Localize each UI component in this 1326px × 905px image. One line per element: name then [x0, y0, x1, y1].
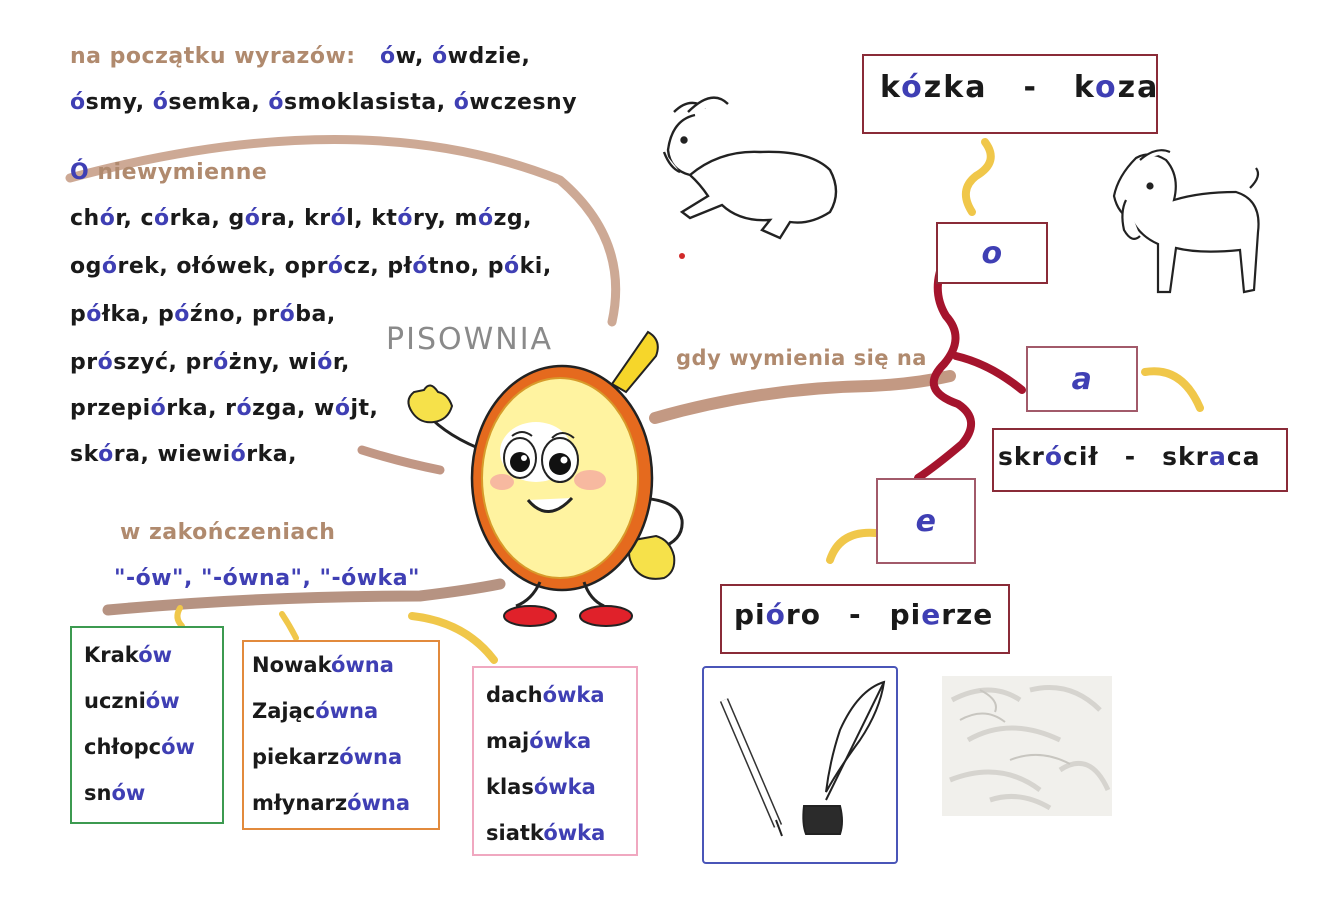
list-item: [84, 770, 222, 816]
highlighted-letters: ó: [268, 90, 284, 115]
highlighted-letters: ó: [397, 206, 414, 231]
highlighted-letters: ówna: [339, 745, 403, 769]
list-item: [84, 724, 222, 770]
pair-e-dash: -: [848, 598, 862, 631]
unchangeable-line-6: [70, 442, 297, 467]
highlighted-letters: ó: [412, 254, 428, 279]
text-segment: semka,: [168, 90, 269, 115]
highlighted-letters: a: [1208, 442, 1227, 471]
highlighted-letters: ówna: [330, 653, 394, 677]
highlighted-letters: ó: [379, 44, 396, 69]
branch-right: [655, 376, 950, 418]
text-segment: Krak: [84, 643, 139, 667]
highlighted-letters: e: [921, 598, 942, 631]
branch-red-a: [956, 356, 1022, 390]
highlighted-letters: ó: [244, 206, 261, 231]
text-segment: ry, m: [413, 206, 478, 231]
highlighted-letters: ó: [504, 254, 520, 279]
text-segment: Nowak: [252, 653, 331, 677]
highlighted-letters: ówna: [347, 791, 411, 815]
pair-e: [722, 586, 1008, 631]
text-segment: klas: [486, 775, 534, 799]
text-segment: młynarz: [252, 791, 348, 815]
highlighted-letters: ów: [138, 643, 173, 667]
branch-middle-left: [362, 450, 440, 470]
text-segment: ca: [1226, 442, 1261, 471]
pair-o-word-1: [880, 70, 987, 105]
text-segment: zga, w: [252, 396, 335, 421]
highlighted-letters: ów: [145, 689, 180, 713]
text-segment: źno, pr: [189, 302, 280, 327]
standing-goat-icon: [1114, 150, 1259, 292]
text-segment: tno, p: [427, 254, 505, 279]
letter-e-box: [876, 478, 976, 564]
list-item: [252, 688, 438, 734]
highlighted-letters: ó: [334, 396, 351, 421]
highlighted-letters: ó: [901, 70, 924, 105]
list-item: [84, 678, 222, 724]
initial-rule-line2: [70, 90, 577, 115]
pair-e-word-1: [734, 598, 821, 631]
unchangeable-heading-letter: Ó: [70, 160, 90, 185]
word-list: [252, 642, 438, 826]
text-segment: sn: [84, 781, 112, 805]
highlighted-letters: ówka: [542, 683, 605, 707]
text-segment: r,: [332, 350, 350, 375]
text-segment: maj: [486, 729, 530, 753]
highlighted-letters: ów: [111, 781, 146, 805]
highlighted-letters: ó: [432, 44, 448, 69]
text-segment: Zając: [252, 699, 316, 723]
stub-a: [1145, 371, 1200, 408]
stub-e: [830, 533, 876, 560]
text-segment: og: [70, 254, 102, 279]
list-item: [486, 810, 636, 856]
text-segment: w: [395, 44, 415, 69]
text-segment: ra, kr: [260, 206, 331, 231]
text-segment: rek, ołówek, opr: [117, 254, 328, 279]
list-item: [252, 642, 438, 688]
list-item: [252, 780, 438, 826]
highlighted-letters: ó: [213, 350, 229, 375]
text-segment: ra, wiewi: [113, 442, 231, 467]
text-segment: skr: [1162, 442, 1209, 471]
stub-group1: [177, 608, 182, 626]
text-segment: zg,: [493, 206, 533, 231]
text-segment: przepi: [70, 396, 151, 421]
pair-a-word-2: [1162, 442, 1260, 471]
highlighted-letters: ó: [174, 302, 190, 327]
text-segment: k: [1073, 70, 1096, 105]
highlighted-letters: ów: [161, 735, 195, 759]
highlighted-letters: ó: [330, 206, 347, 231]
list-item: [486, 672, 636, 718]
pair-a: [994, 430, 1286, 471]
text-segment: p: [70, 302, 87, 327]
highlighted-letters: o: [1095, 70, 1118, 105]
pair-e-word-2: [890, 598, 994, 631]
pair-o-word-2: [1074, 70, 1160, 105]
highlighted-letters: ó: [99, 206, 116, 231]
pair-a-dash: -: [1124, 442, 1137, 471]
text-segment: l, kt: [346, 206, 398, 231]
highlighted-letters: ó: [317, 350, 333, 375]
unchangeable-heading-text: niewymienne: [97, 160, 268, 185]
text-segment: pr: [70, 350, 98, 375]
highlighted-letters: ówka: [533, 775, 596, 799]
stub-top-o: [966, 142, 991, 212]
highlighted-letters: ó: [765, 598, 786, 631]
endings-group-owna: [242, 640, 440, 830]
letter-a-box: [1026, 346, 1138, 412]
letter-o: o: [981, 235, 1003, 271]
pair-e-box: [720, 584, 1010, 654]
pair-o-dash: -: [1023, 70, 1038, 105]
endings-group-ow: [70, 626, 224, 824]
highlighted-letters: ówka: [543, 821, 606, 845]
text-segment: ch: [70, 206, 100, 231]
list-item: [486, 718, 636, 764]
text-segment: szyć, pr: [113, 350, 214, 375]
highlighted-letters: ó: [1044, 442, 1064, 471]
list-item: [486, 764, 636, 810]
text-segment: skr: [998, 442, 1045, 471]
highlighted-letters: ó: [98, 442, 114, 467]
text-segment: ki,: [519, 254, 552, 279]
unchangeable-line-1: [70, 206, 532, 231]
initial-rule-words-1: [380, 44, 530, 69]
text-segment: siatk: [486, 821, 544, 845]
list-item: [252, 734, 438, 780]
unchangeable-heading: [70, 160, 267, 185]
letter-o-box: [936, 222, 1048, 284]
highlighted-letters: ó: [152, 90, 169, 115]
endings-suffixes: "-ów", "-ówna", "-ówka": [114, 566, 420, 591]
text-segment: ro: [785, 598, 821, 631]
jumping-goat-icon: [664, 98, 836, 238]
map-title: PISOWNIA: [386, 322, 554, 357]
highlighted-letters: ó: [70, 90, 86, 115]
text-segment: cz, pł: [343, 254, 413, 279]
letter-e: e: [915, 503, 937, 539]
text-segment: łka, p: [101, 302, 175, 327]
text-segment: rka,: [246, 442, 297, 467]
highlighted-letters: ó: [477, 206, 494, 231]
text-segment: ba,: [295, 302, 336, 327]
unchangeable-line-5: [70, 396, 378, 421]
endings-group-owka: [472, 666, 638, 856]
text-segment: pi: [734, 598, 766, 631]
unchangeable-line-4: [70, 350, 350, 375]
text-segment: za: [1117, 70, 1160, 105]
text-segment: cił: [1063, 442, 1099, 471]
pen-picture-frame: [702, 666, 898, 864]
text-segment: k: [880, 70, 902, 105]
letter-a: a: [1071, 361, 1093, 397]
feathers-photo: [942, 676, 1112, 816]
text-segment: wczesny: [469, 90, 578, 115]
text-segment: piekarz: [252, 745, 340, 769]
highlighted-letters: ówka: [529, 729, 592, 753]
unchangeable-line-3: [70, 302, 336, 327]
text-segment: ,: [414, 44, 433, 69]
text-segment: sk: [70, 442, 99, 467]
text-segment: zka: [923, 70, 988, 105]
word-list: [486, 672, 636, 856]
exchange-heading: gdy wymienia się na: [676, 346, 927, 370]
pair-a-box: [992, 428, 1288, 492]
highlighted-letters: ó: [154, 206, 170, 231]
highlighted-letters: ó: [150, 396, 167, 421]
text-segment: smoklasista,: [283, 90, 454, 115]
text-segment: pi: [889, 598, 922, 631]
highlighted-letters: ó: [230, 442, 247, 467]
text-segment: dach: [486, 683, 543, 707]
highlighted-letters: ó: [101, 254, 118, 279]
list-item: [84, 632, 222, 678]
red-dot: [679, 253, 685, 259]
highlighted-letters: ó: [86, 302, 102, 327]
text-segment: r, c: [115, 206, 155, 231]
pair-o: [864, 56, 1160, 105]
text-segment: uczni: [84, 689, 146, 713]
text-segment: żny, wi: [228, 350, 318, 375]
pair-o-box: [862, 54, 1158, 134]
text-segment: rze: [941, 598, 994, 631]
endings-heading: w zakończeniach: [120, 520, 336, 545]
text-segment: rka, g: [169, 206, 245, 231]
pair-a-word-1: [998, 442, 1099, 471]
highlighted-letters: ó: [279, 302, 296, 327]
highlighted-letters: ó: [453, 90, 470, 115]
highlighted-letters: ó: [97, 350, 114, 375]
stub-group2: [282, 614, 296, 638]
initial-rule-line1: [70, 44, 530, 69]
text-segment: chłopc: [84, 735, 162, 759]
highlighted-letters: ó: [327, 254, 344, 279]
text-segment: smy,: [85, 90, 153, 115]
text-segment: jt,: [350, 396, 379, 421]
cartoon-mascot-icon: [408, 332, 682, 626]
highlighted-letters: ówna: [315, 699, 379, 723]
word-list: [84, 632, 222, 816]
unchangeable-line-2: [70, 254, 552, 279]
text-segment: rka, r: [166, 396, 237, 421]
initial-rule-heading: na początku wyrazów:: [70, 44, 356, 69]
text-segment: wdzie,: [447, 44, 531, 69]
highlighted-letters: ó: [236, 396, 253, 421]
